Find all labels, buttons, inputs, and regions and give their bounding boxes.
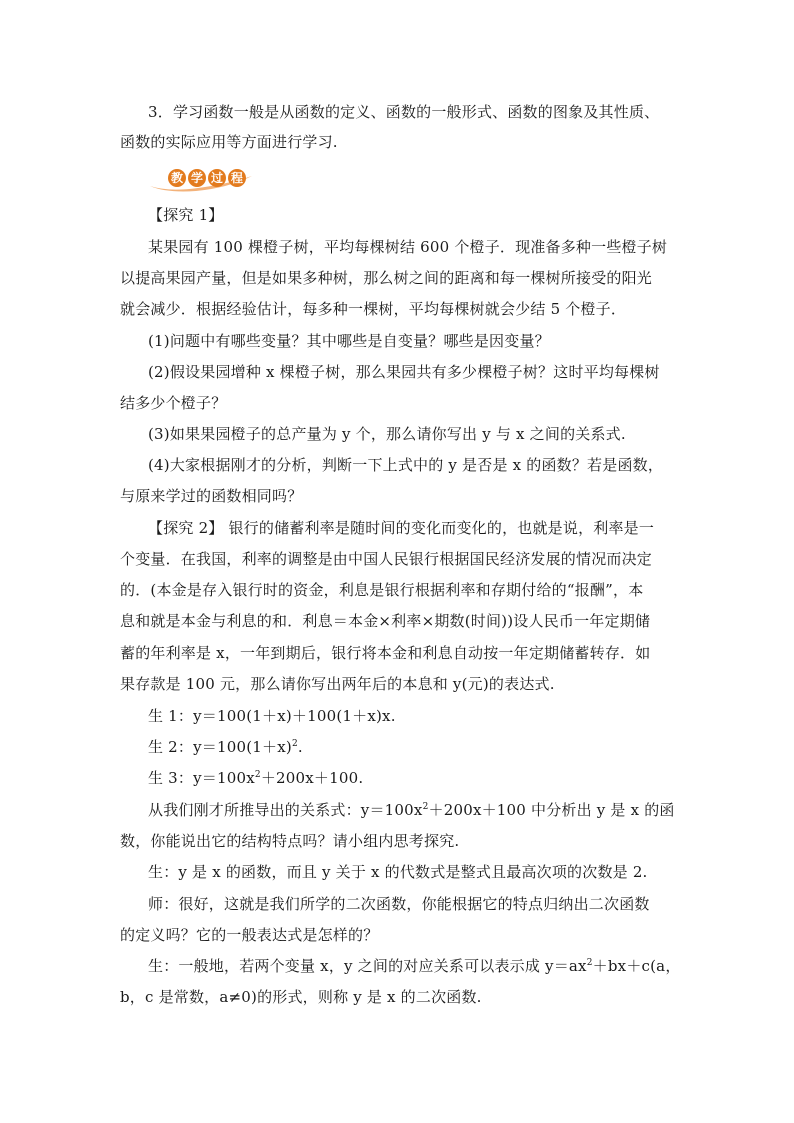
explore1-p3: 就会减少．根据经验估计，每多种一棵树，平均每棵树就会少结 5 个橙子． <box>120 300 627 318</box>
explore1-q4b: 与原来学过的函数相同吗？ <box>120 487 303 505</box>
explore2-line-4: 息和就是本金与利息的和．利息＝本金×利率×期数(时间))设人民币一年定期储 <box>120 612 651 630</box>
section-badge-teaching-process <box>148 166 254 192</box>
student-answer-1: 生 1：y＝100(1＋x)＋100(1＋x)x. <box>148 707 396 725</box>
badge-char-4: 程 <box>228 169 246 187</box>
badge-char-1: 教 <box>168 169 186 187</box>
student-answer-3: 生 3：$y=100x^2+200x+100$. <box>148 769 364 787</box>
badge-char-2: 学 <box>188 169 206 187</box>
explore1-q1: (1)问题中有哪些变量？其中哪些是自变量？哪些是因变量？ <box>148 332 550 350</box>
student-answer-2: 生 2：$y=100(1+x)^2$. <box>148 738 303 756</box>
intro-line-1: 3．学习函数一般是从函数的定义、函数的一般形式、函数的图象及其性质、 <box>148 103 660 121</box>
teacher-line-1: 师：很好，这就是我们所学的二次函数，你能根据它的特点归纳出二次函数 <box>148 895 650 913</box>
teacher-line-2: 的定义吗？它的一般表达式是怎样的？ <box>120 926 379 944</box>
analysis-line-1: 从我们刚才所推导出的关系式：$y=100x^2+200x+100$ 中分析出 y 是 x 的函 <box>148 801 675 819</box>
explore2-line-3: 的．(本金是存入银行时的资金，利息是银行根据利率和存期付给的“报酬”，本 <box>120 581 644 599</box>
explore2-line-1: 【探究 2】 银行的储蓄利率是随时间的变化而变化的，也就是说，利率是一 <box>148 519 655 537</box>
analysis-line-2: 数，你能说出它的结构特点吗？请小组内思考探究. <box>120 832 460 850</box>
student-response: 生：y 是 x 的函数，而且 y 关于 x 的代数式是整式且最高次项的次数是 2. <box>148 863 648 881</box>
definition-line-2: b，c 是常数，a≠0)的形式，则称 y 是 x 的二次函数. <box>120 988 482 1006</box>
definition-line-1: 生：一般地，若两个变量 x，y 之间的对应关系可以表示成 $y=ax^2+bx+c(a$， <box>148 957 681 975</box>
intro-line-2: 函数的实际应用等方面进行学习. <box>120 133 338 151</box>
explore1-p1: 某果园有 100 棵橙子树，平均每棵树结 600 个橙子．现准备多种一些橙子树 <box>148 238 668 256</box>
explore1-q3: (3)如果果园橙子的总产量为 y 个，那么请你写出 y 与 x 之间的关系式. <box>148 425 626 443</box>
explore2-line-2: 个变量．在我国，利率的调整是由中国人民银行根据国民经济发展的情况而决定 <box>120 550 653 568</box>
explore1-q2b: 结多少个橙子？ <box>120 394 227 412</box>
explore1-q4a: (4)大家根据刚才的分析，判断一下上式中的 y 是否是 x 的函数？若是函数， <box>148 456 664 474</box>
explore1-q2a: (2)假设果园增种 x 棵橙子树，那么果园共有多少棵橙子树？这时平均每棵树 <box>148 363 660 381</box>
explore2-line-5: 蓄的年利率是 x，一年到期后，银行将本金和利息自动按一年定期储蓄转存．如 <box>120 644 651 662</box>
explore1-p2: 以提高果园产量，但是如果多种树，那么树之间的距离和每一棵树所接受的阳光 <box>120 269 653 287</box>
explore2-line-6: 果存款是 100 元，那么请你写出两年后的本息和 y(元)的表达式. <box>120 675 555 693</box>
explore1-heading: 【探究 1】 <box>148 206 224 224</box>
badge-char-3: 过 <box>208 169 226 187</box>
